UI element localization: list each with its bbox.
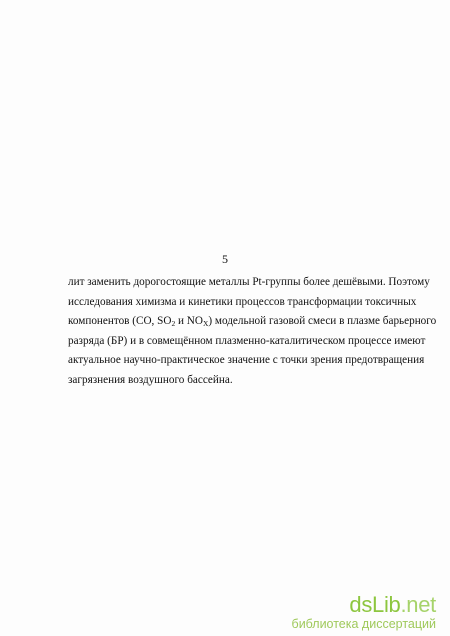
text-line-5: актуальное научно-практическое значение с точки зрения предотвращения — [68, 354, 425, 366]
text-line-1: лит заменить дорогостоящие металлы Pt-группы более дешёвыми. Поэтому — [68, 276, 430, 288]
watermark-tagline: библиотека диссертаций — [291, 617, 436, 631]
page-number: 5 — [222, 252, 228, 266]
text-line-3-part-b: и NO — [175, 315, 203, 327]
subscript-2: 2 — [171, 319, 176, 328]
dslib-logo — [292, 594, 436, 616]
text-line-3-part-a: компонентов (СО, SO — [68, 315, 172, 327]
text-line-3 — [68, 312, 437, 332]
text-line-2: исследования химизма и кинетики процессов трансформации токсичных — [68, 295, 417, 308]
text-line-3-part-c: ) модельной газовой смеси в плазме барьерного — [208, 315, 437, 327]
logo-ds: ds — [349, 592, 373, 617]
logo-lib: Lib — [372, 592, 401, 617]
subscript-x: X — [202, 319, 209, 328]
logo-net: .net — [400, 592, 436, 617]
body-paragraph — [68, 273, 437, 390]
dslib-watermark — [292, 594, 436, 631]
text-line-4: разряда (БР) и в совмещённом плазменно-каталитическом процессе имеют — [68, 334, 426, 347]
text-line-6: загрязнения воздушного бассейна. — [68, 373, 233, 386]
